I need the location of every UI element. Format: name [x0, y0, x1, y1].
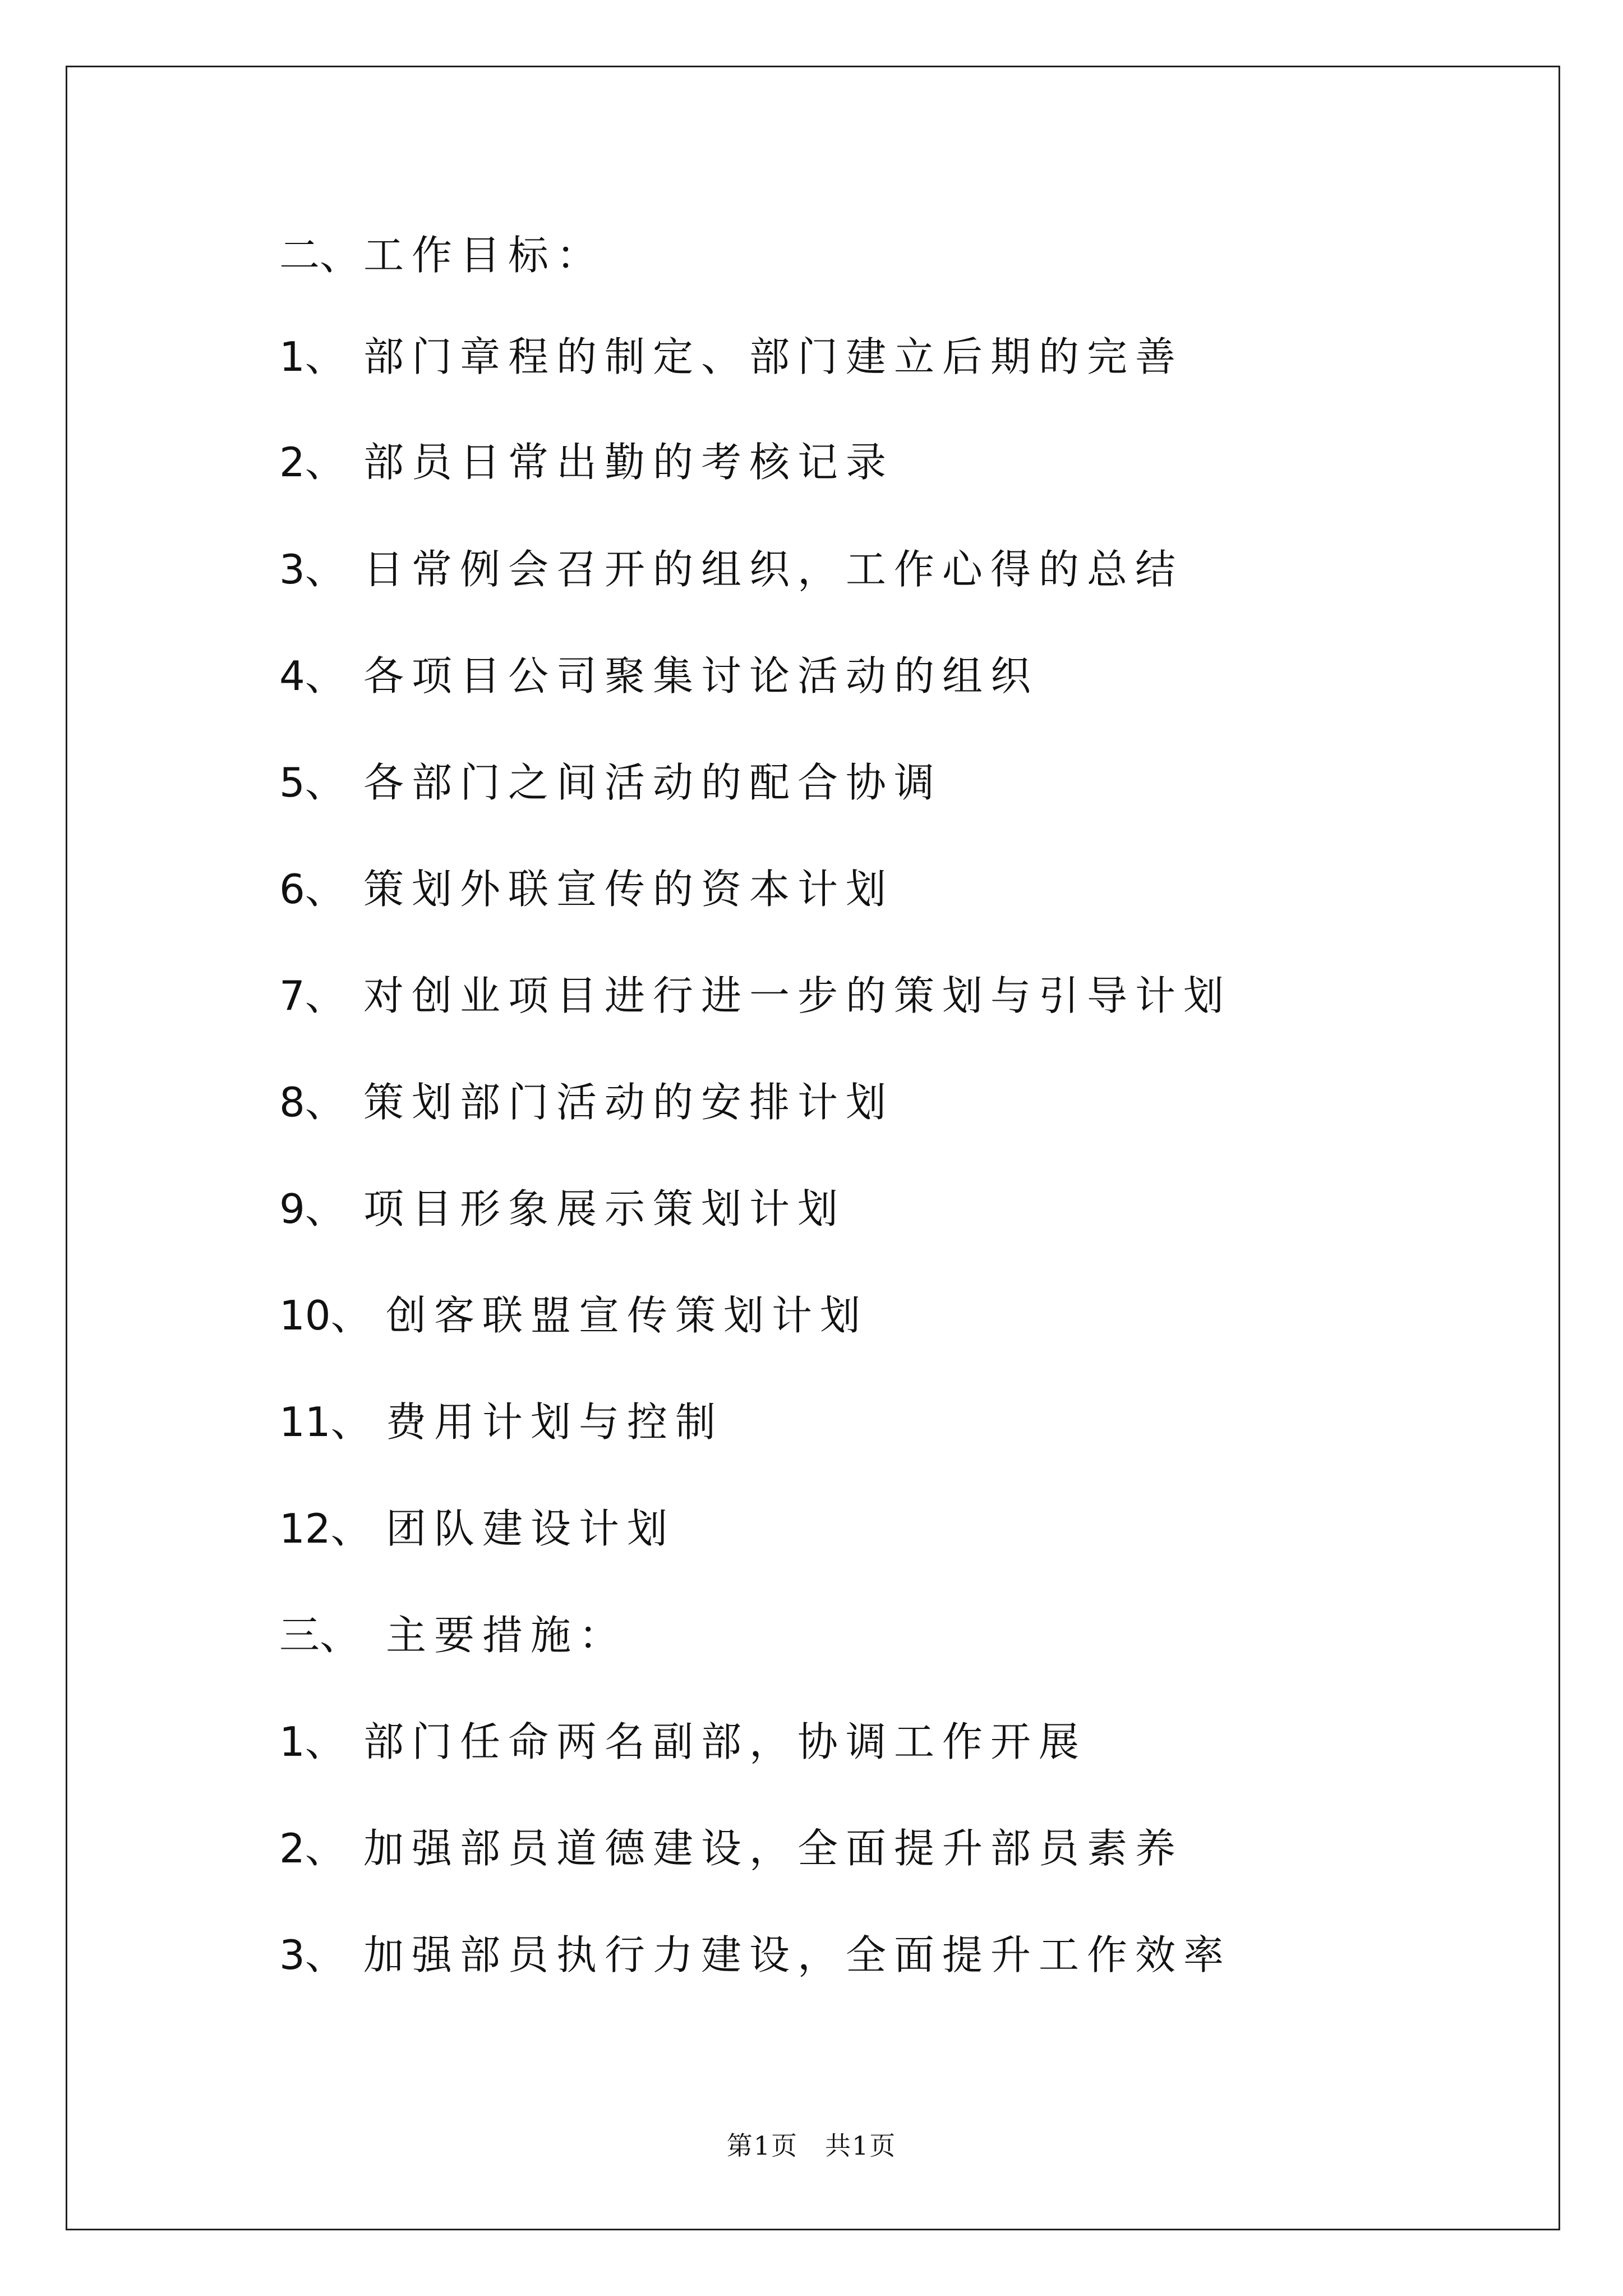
line-text: 主要措施：	[386, 1612, 628, 1659]
line-text: 各部门之间活动的配合协调	[363, 759, 943, 806]
page-border	[66, 66, 1560, 2230]
line-text: 工作目标：	[363, 232, 605, 279]
line-text: 策划部门活动的安排计划	[363, 1079, 895, 1126]
line-text: 各项目公司聚集讨论活动的组织	[363, 652, 1039, 700]
line-number: 10、	[279, 1292, 371, 1339]
list-item	[279, 544, 1183, 595]
section-heading-measures	[279, 1610, 627, 1660]
line-text: 对创业项目进行进一步的策划与引导计划	[363, 972, 1232, 1019]
list-item	[279, 1930, 1232, 1980]
line-number: 1、	[279, 333, 345, 380]
line-text: 加强部员道德建设，全面提升部员素养	[363, 1825, 1184, 1872]
line-number: 8、	[279, 1079, 345, 1126]
line-text: 日常例会召开的组织，工作心得的总结	[363, 546, 1184, 593]
list-item	[279, 1503, 675, 1554]
line-text: 策划外联宣传的资本计划	[363, 866, 895, 913]
list-item	[279, 970, 1232, 1021]
line-text: 部员日常出勤的考核记录	[363, 439, 895, 486]
list-item	[279, 757, 942, 808]
line-text: 部门任命两名副部，协调工作开展	[363, 1718, 1087, 1765]
line-number: 3、	[279, 1931, 345, 1978]
line-number: 3、	[279, 546, 345, 593]
list-item	[279, 1823, 1183, 1874]
line-number: 11、	[279, 1398, 371, 1446]
line-number: 2、	[279, 1825, 345, 1872]
line-number: 二、	[279, 232, 361, 279]
list-item	[279, 651, 1039, 701]
line-number: 三、	[279, 1612, 361, 1659]
line-number: 6、	[279, 866, 345, 913]
list-item	[279, 1184, 846, 1234]
list-item	[279, 1717, 1087, 1767]
line-text: 团队建设计划	[386, 1505, 676, 1552]
line-number: 7、	[279, 972, 345, 1019]
line-number: 9、	[279, 1185, 345, 1232]
list-item	[279, 1290, 868, 1341]
line-text: 项目形象展示策划计划	[363, 1185, 846, 1232]
list-item	[279, 1397, 723, 1447]
line-number: 2、	[279, 439, 345, 486]
line-text: 创客联盟宣传策划计划	[386, 1292, 869, 1339]
page-number-footer: 第1页 共1页	[726, 2131, 897, 2161]
line-number: 4、	[279, 652, 345, 700]
list-item	[279, 1077, 894, 1128]
line-text: 加强部员执行力建设，全面提升工作效率	[363, 1931, 1232, 1978]
line-number: 12、	[279, 1505, 371, 1552]
line-number: 5、	[279, 759, 345, 806]
list-item	[279, 332, 1183, 382]
list-item	[279, 864, 894, 914]
line-number: 1、	[279, 1718, 345, 1765]
list-item	[279, 437, 894, 487]
line-text: 费用计划与控制	[386, 1398, 724, 1446]
section-heading-goals	[279, 230, 605, 280]
line-text: 部门章程的制定、部门建立后期的完善	[363, 333, 1184, 380]
